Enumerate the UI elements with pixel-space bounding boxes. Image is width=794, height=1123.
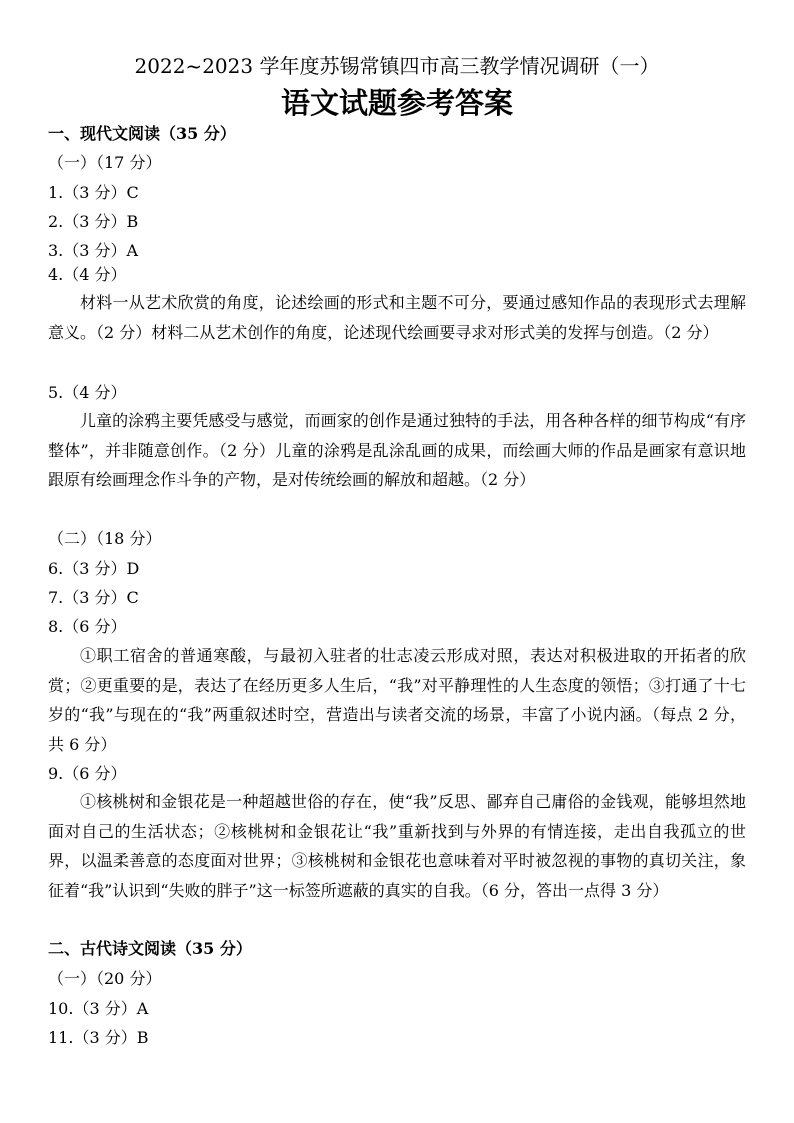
section-heading-classical-reading: 二、古代诗文阅读（35 分） [48, 939, 252, 958]
answer-q5-text: 儿童的涂鸦主要凭感受与感觉，而画家的创作是通过独特的手法，用各种各样的细节构成“有序整体”，并非随意创作。（2 分）儿童的涂鸦是乱涂乱画的成果，而绘画大师的作品是画家有意识地跟原有绘画理念作斗争的产物，是对传统绘画的解放和超越。（2 分） [48, 411, 746, 489]
question-q5-label: 5.（4 分） [48, 383, 127, 402]
question-q8-label: 8.（6 分） [48, 617, 127, 636]
subsection-heading-3: （一）（20 分） [48, 969, 162, 988]
answer-q6: 6.（3 分）D [48, 559, 140, 578]
answer-q10: 10.（3 分）A [48, 999, 149, 1018]
answer-q4-text: 材料一从艺术欣赏的角度，论述绘画的形式和主题不可分，要通过感知作品的表现形式去理解意义。（2 分）材料二从艺术创作的角度，论述现代绘画要寻求对形式美的发挥与创造。（2 分） [48, 293, 746, 342]
answer-q9-text: ①核桃树和金银花是一种超越世俗的存在，使“我”反思、鄙弃自己庸俗的金钱观，能够坦然地面对自己的生活状态；②核桃树和金银花让“我”重新找到与外界的有情连接，走出自我孤立的世界，以温柔善意的态度面对世界；③核桃树和金银花也意味着对平时被忽视的事物的真切关注，象征着“我”认识到“失败的胖子”这一标签所遮蔽的真实的自我。（6 分，答出一点得 3 分） [48, 792, 746, 900]
subsection-heading-2: （二）（18 分） [48, 529, 162, 548]
document-subtitle: 语文试题参考答案 [280, 86, 513, 120]
answer-q3: 3.（3 分）A [48, 241, 139, 260]
answer-q8-text: ①职工宿舍的普通寒酸，与最初入驻者的壮志凌云形成对照，表达对积极进取的开拓者的欣赏；②更重要的是，表达了在经历更多人生后，“我”对平静理性的人生态度的领悟；③打通了十七岁的“我”与现在的“我”两重叙述时空，营造出与读者交流的场景，丰富了小说内涵。（每点 2 分，共 6 分） [48, 646, 746, 754]
question-q9-label: 9.（6 分） [48, 764, 127, 783]
answer-q11: 11.（3 分）B [48, 1028, 149, 1047]
document-title: 2022~2023 学年度苏锡常镇四市高三教学情况调研（一） [134, 54, 660, 78]
section-heading-modern-reading: 一、现代文阅读（35 分） [48, 124, 236, 143]
answer-q1: 1.（3 分）C [48, 183, 139, 202]
question-q4-label: 4.（4 分） [48, 265, 127, 284]
answer-q2: 2.（3 分）B [48, 212, 139, 231]
subsection-heading-1: （一）（17 分） [48, 153, 162, 172]
answer-q7: 7.（3 分）C [48, 588, 139, 607]
